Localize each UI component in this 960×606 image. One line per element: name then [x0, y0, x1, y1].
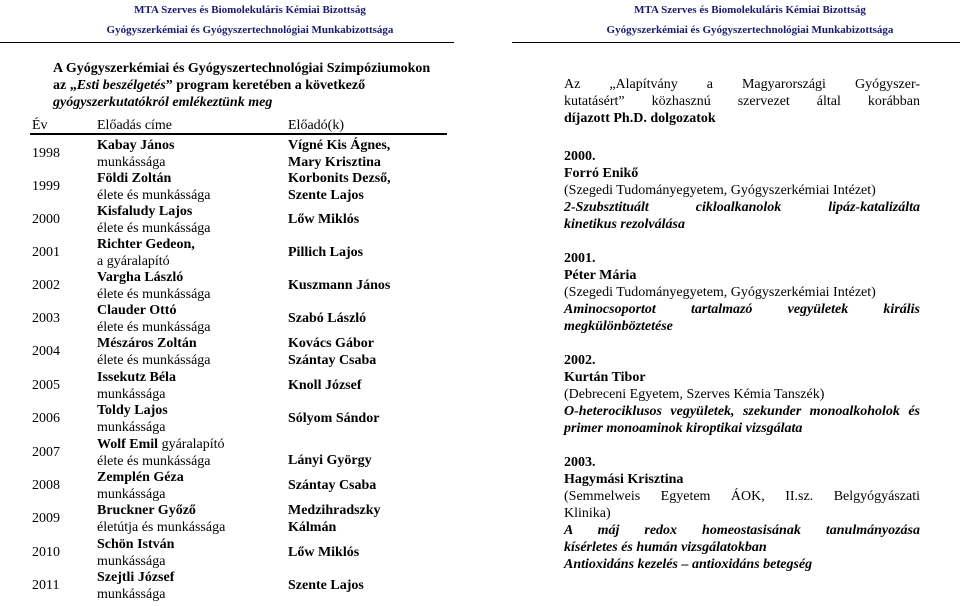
- row-title-line2: élete és munkássága: [97, 286, 211, 302]
- row-title: [97, 270, 211, 303]
- row-speaker-2: Szente Lajos: [288, 187, 364, 203]
- row-year: 2004: [32, 344, 60, 359]
- symposium-intro: [53, 60, 473, 111]
- row-year: 2000: [32, 212, 60, 227]
- table-row: [0, 204, 454, 237]
- row-title-line2: munkássága: [97, 419, 166, 435]
- row-speaker-2: Szabó László: [288, 311, 367, 326]
- row-speaker-2: Mary Krisztina: [288, 154, 381, 170]
- row-person: Toldy Lajos: [97, 403, 168, 418]
- award-title-line-2: megkülönböztetése: [564, 319, 673, 334]
- row-year: 1998: [32, 146, 60, 161]
- row-year: 2003: [32, 311, 60, 326]
- row-speaker: [288, 378, 362, 395]
- award-year: 2002.: [564, 353, 596, 368]
- awards-intro-line-1: Az „Alapítvány a Magyarországi Gyógyszer-: [564, 77, 920, 92]
- award-name: Kurtán Tibor: [564, 370, 646, 385]
- row-title-line2: munkássága: [97, 486, 166, 502]
- row-speaker: [288, 453, 372, 470]
- award-title-line-2: primer monoaminok kiroptikai vizsgálata: [564, 421, 803, 436]
- row-person: Schön István: [97, 537, 175, 552]
- awards-intro-line-2: kutatásért” közhasznú szervezet által korábban: [564, 94, 920, 109]
- row-title: [97, 403, 168, 436]
- row-speaker-2: Szántay Csaba: [288, 478, 377, 493]
- row-year: 2011: [32, 578, 60, 593]
- award-title-line-2: kísérletes és humán vizsgálatokban: [564, 540, 767, 555]
- intro-program-name: Esti beszélgetés: [76, 78, 166, 93]
- table-row: [0, 370, 454, 403]
- intro-line-2-pre: az „: [53, 78, 77, 93]
- table-header-rule: [30, 133, 447, 135]
- award-institution-line-1: (Semmelweis Egyetem ÁOK, II.sz. Belgyógyászati: [564, 489, 920, 504]
- award-title-line-2: kinetikus rezolválása: [564, 217, 685, 232]
- award-year: 2003.: [564, 455, 596, 470]
- row-title: [97, 437, 225, 470]
- award-entry: [564, 454, 920, 573]
- table-row: [0, 303, 454, 336]
- row-title: [97, 503, 225, 536]
- row-speaker-2: Sólyom Sándor: [288, 411, 380, 426]
- row-title-line2: munkássága: [97, 586, 166, 602]
- award-entry: [564, 148, 920, 233]
- row-year: 2010: [32, 545, 60, 560]
- award-title-line-1: A máj redox homeostasisának tanulmányozása: [564, 523, 920, 538]
- row-year: 2008: [32, 478, 60, 493]
- award-entry: [564, 352, 920, 437]
- column-header-speaker: Előadó(k): [288, 118, 344, 133]
- table-row: [0, 270, 454, 303]
- award-year: 2001.: [564, 251, 596, 266]
- row-speaker: [288, 478, 376, 495]
- intro-line-3: gyógyszerkutatókról emlékeztünk meg: [53, 95, 273, 110]
- row-speaker-1: Medzihradszky: [288, 503, 381, 518]
- header-subcommittee-right: Gyógyszerkémiai és Gyógyszertechnológiai Munkabizottsága: [606, 24, 894, 36]
- header-rule-left: [0, 42, 454, 43]
- header-rule-right: [512, 42, 960, 43]
- row-title-line2: élete és munkássága: [97, 453, 211, 469]
- row-speaker-2: Pillich Lajos: [288, 245, 364, 260]
- row-title-line2: a gyáralapító: [97, 253, 170, 269]
- row-title: [97, 470, 184, 503]
- row-title-line2: élete és munkássága: [97, 220, 211, 236]
- table-row: [0, 336, 454, 369]
- row-speaker-2: Lőw Miklós: [288, 545, 360, 560]
- row-title: [97, 537, 174, 570]
- row-person: Clauder Ottó: [97, 303, 177, 318]
- row-person: Issekutz Béla: [97, 370, 176, 385]
- row-title: [97, 303, 211, 336]
- column-header-year: Év: [32, 118, 48, 133]
- intro-line-2-post: ” program keretében a következő: [165, 78, 366, 93]
- row-person: Vargha László: [97, 270, 184, 285]
- row-title-line2: élete és munkássága: [97, 319, 211, 335]
- row-year: 2005: [32, 378, 60, 393]
- row-speaker: [288, 545, 359, 562]
- row-speaker: [288, 212, 359, 229]
- row-title: [97, 204, 211, 237]
- row-person: Földi Zoltán: [97, 171, 172, 186]
- row-speaker: [288, 411, 379, 428]
- row-person: Richter Gedeon,: [97, 237, 195, 252]
- row-year: 2006: [32, 411, 60, 426]
- row-title-rest: gyáralapító: [158, 437, 225, 452]
- row-speaker-2: Kálmán: [288, 519, 337, 535]
- row-person: Wolf Emil: [97, 437, 159, 452]
- table-row: [0, 537, 454, 570]
- row-speaker-2: Kuszmann János: [288, 278, 391, 293]
- row-person: Kisfaludy Lajos: [97, 204, 193, 219]
- row-speaker: [288, 171, 391, 204]
- row-title: [97, 570, 174, 603]
- row-speaker-1: Kovács Gábor: [288, 336, 374, 351]
- row-title: [97, 336, 211, 369]
- row-speaker: [288, 578, 364, 595]
- award-institution: (Szegedi Tudományegyetem, Gyógyszerkémiai Intézet): [564, 183, 876, 198]
- running-header-right: [540, 0, 960, 40]
- running-header-left: [40, 0, 460, 40]
- table-row: [0, 437, 454, 470]
- row-year: 2002: [32, 278, 60, 293]
- row-year: 1999: [32, 179, 60, 194]
- row-title-line2: élete és munkássága: [97, 187, 211, 203]
- intro-line-1: A Gyógyszerkémiai és Gyógyszertechnológiai Szimpóziumokon: [53, 61, 431, 76]
- row-speaker: [288, 311, 366, 328]
- row-title: [97, 138, 174, 171]
- row-title: [97, 171, 211, 204]
- header-committee: MTA Szerves és Biomolekuláris Kémiai Bizottság: [134, 4, 366, 16]
- row-speaker: [288, 503, 381, 536]
- award-title-line-1: Aminocsoportot tartalmazó vegyületek királis: [564, 302, 920, 317]
- row-title-line2: munkássága: [97, 553, 166, 569]
- row-speaker: [288, 245, 363, 262]
- header-committee-right: MTA Szerves és Biomolekuláris Kémiai Bizottság: [634, 4, 866, 16]
- table-row: [0, 138, 454, 171]
- row-title-line2: élete és munkássága: [97, 352, 211, 368]
- award-entry: [564, 250, 920, 335]
- row-person: Szejtli József: [97, 570, 175, 585]
- award-title-line-1: O-heterociklusos vegyületek, szekunder monoalkoholok és: [564, 404, 920, 419]
- award-institution: (Szegedi Tudományegyetem, Gyógyszerkémiai Intézet): [564, 285, 876, 300]
- column-header-title: Előadás címe: [97, 118, 173, 133]
- award-name: Hagymási Krisztina: [564, 472, 684, 487]
- row-speaker-2: Lányi György: [288, 453, 372, 468]
- row-year: 2001: [32, 245, 60, 260]
- row-title-line2: életútja és munkássága: [97, 519, 226, 535]
- row-speaker: [288, 336, 376, 369]
- award-title-line-1: 2-Szubsztituált cikloalkanolok lipáz-katalizálta: [564, 200, 920, 215]
- table-row: [0, 470, 454, 503]
- row-title: [97, 237, 195, 270]
- row-speaker-2: Lőw Miklós: [288, 212, 360, 227]
- table-row: [0, 570, 454, 603]
- header-subcommittee: Gyógyszerkémiai és Gyógyszertechnológiai Munkabizottsága: [106, 24, 394, 36]
- row-title: [97, 370, 176, 403]
- phd-awards-column: [564, 76, 920, 573]
- row-year: 2009: [32, 511, 60, 526]
- row-speaker-1: Vígné Kis Ágnes,: [288, 138, 391, 153]
- row-title-line2: munkássága: [97, 386, 166, 402]
- table-row: [0, 503, 454, 536]
- award-institution: (Debreceni Egyetem, Szerves Kémia Tanszék): [564, 387, 825, 402]
- award-title-line-3: Antioxidáns kezelés – antioxidáns betegség: [564, 557, 813, 572]
- row-speaker: [288, 278, 390, 295]
- row-title-line2: munkássága: [97, 154, 166, 170]
- award-year: 2000.: [564, 149, 596, 164]
- award-name: Péter Mária: [564, 268, 637, 283]
- row-speaker: [288, 138, 390, 171]
- row-person: Mészáros Zoltán: [97, 336, 197, 351]
- intro-line-2: [53, 77, 473, 94]
- table-row: [0, 237, 454, 270]
- award-institution-line-2: Klinika): [564, 506, 611, 521]
- award-name: Forró Enikő: [564, 166, 639, 181]
- awards-intro-line-3: díjazott Ph.D. dolgozatok: [564, 111, 716, 126]
- row-speaker-2: Szántay Csaba: [288, 352, 377, 368]
- table-row: [0, 403, 454, 436]
- table-row: [0, 171, 454, 204]
- row-person: Kabay János: [97, 138, 175, 153]
- row-speaker-1: Korbonits Dezső,: [288, 171, 391, 186]
- row-speaker-2: Knoll József: [288, 378, 362, 393]
- row-year: 2007: [32, 445, 60, 460]
- row-person: Zemplén Géza: [97, 470, 184, 485]
- row-speaker-2: Szente Lajos: [288, 578, 364, 593]
- row-person: Bruckner Győző: [97, 503, 196, 518]
